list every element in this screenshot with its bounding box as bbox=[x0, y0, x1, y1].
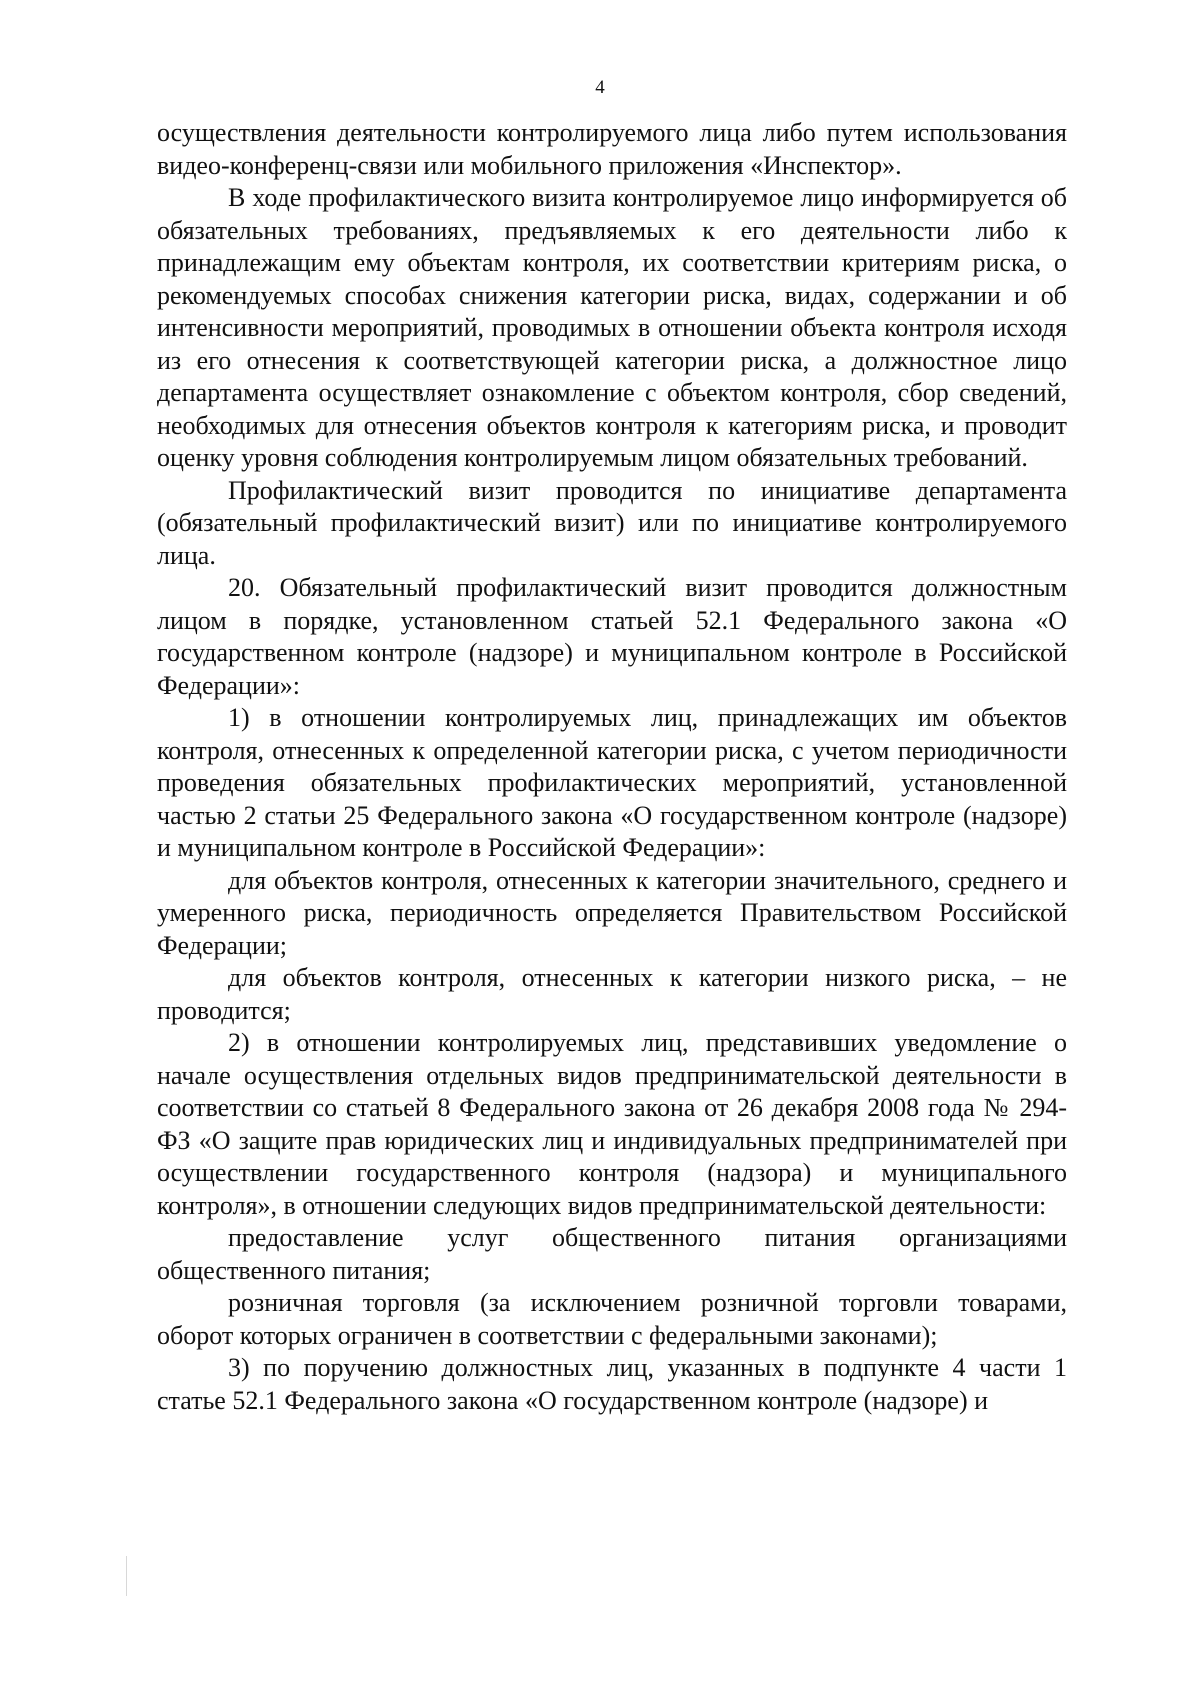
paragraph-continuation: осуществления деятельности контролируемого лица либо путем использования видео-конференц-связи или мобильного приложения «Инспектор». bbox=[157, 118, 1067, 180]
paragraph-item-20: 20. Обязательный профилактический визит проводится должностным лицом в порядке, установленном статьей 52.1 Федерального закона «О государственном контроле (надзоре) и муниципальном контроле в Российской Федерации»: bbox=[157, 573, 1067, 700]
paragraph-subitem-2: 2) в отношении контролируемых лиц, представивших уведомление о начале осуществления отдельных видов предпринимательской деятельности в соответствии со статьей 8 Федерального закона от 26 декабря 2008 года № 294-ФЗ «О защите прав юридических лиц и индивидуальных предпринимателей при осуществлении государственного контроля (надзора) и муниципального контроля», в отношении следующих видов предпринимательской деятельности: bbox=[157, 1028, 1067, 1220]
paragraph-visit-initiative: Профилактический визит проводится по инициативе департамента (обязательный профилактический визит) или по инициативе контролируемого лица. bbox=[157, 475, 1067, 570]
document-body bbox=[157, 117, 1067, 1417]
margin-scan-line bbox=[126, 1556, 127, 1596]
paragraph-subitem-2-catering: предоставление услуг общественного питания организациями общественного питания; bbox=[157, 1223, 1067, 1285]
paragraph-subitem-1-significant: для объектов контроля, отнесенных к категории значительного, среднего и умеренного риска, периодичность определяется Правительством Российской Федерации; bbox=[157, 865, 1067, 960]
paragraph-subitem-1: 1) в отношении контролируемых лиц, принадлежащих им объектов контроля, отнесенных к определенной категории риска, с учетом периодичности проведения обязательных профилактических мероприятий, установленной частью 2 статьи 25 Федерального закона «О государственном контроле (надзоре) и муниципальном контроле в Российской Федерации»: bbox=[157, 703, 1067, 862]
page-number: 4 bbox=[595, 77, 605, 98]
paragraph-subitem-1-low: для объектов контроля, отнесенных к категории низкого риска, – не проводится; bbox=[157, 963, 1067, 1025]
paragraph-subitem-3: 3) по поручению должностных лиц, указанных в подпункте 4 части 1 статье 52.1 Федерального закона «О государственном контроле (надзоре) и bbox=[157, 1353, 1067, 1415]
paragraph-visit-content: В ходе профилактического визита контролируемое лицо информируется об обязательных требованиях, предъявляемых к его деятельности либо к принадлежащим ему объектам контроля, их соответствии критериям риска, о рекомендуемых способах снижения категории риска, видах, содержании и об интенсивности мероприятий, проводимых в отношении объекта контроля исходя из его отнесения к соответствующей категории риска, а должностное лицо департамента осуществляет ознакомление с объектом контроля, сбор сведений, необходимых для отнесения объектов контроля к категориям риска, и проводит оценку уровня соблюдения контролируемым лицом обязательных требований. bbox=[157, 183, 1067, 472]
paragraph-subitem-2-retail: розничная торговля (за исключением розничной торговли товарами, оборот которых ограничен в соответствии с федеральными законами); bbox=[157, 1288, 1067, 1350]
